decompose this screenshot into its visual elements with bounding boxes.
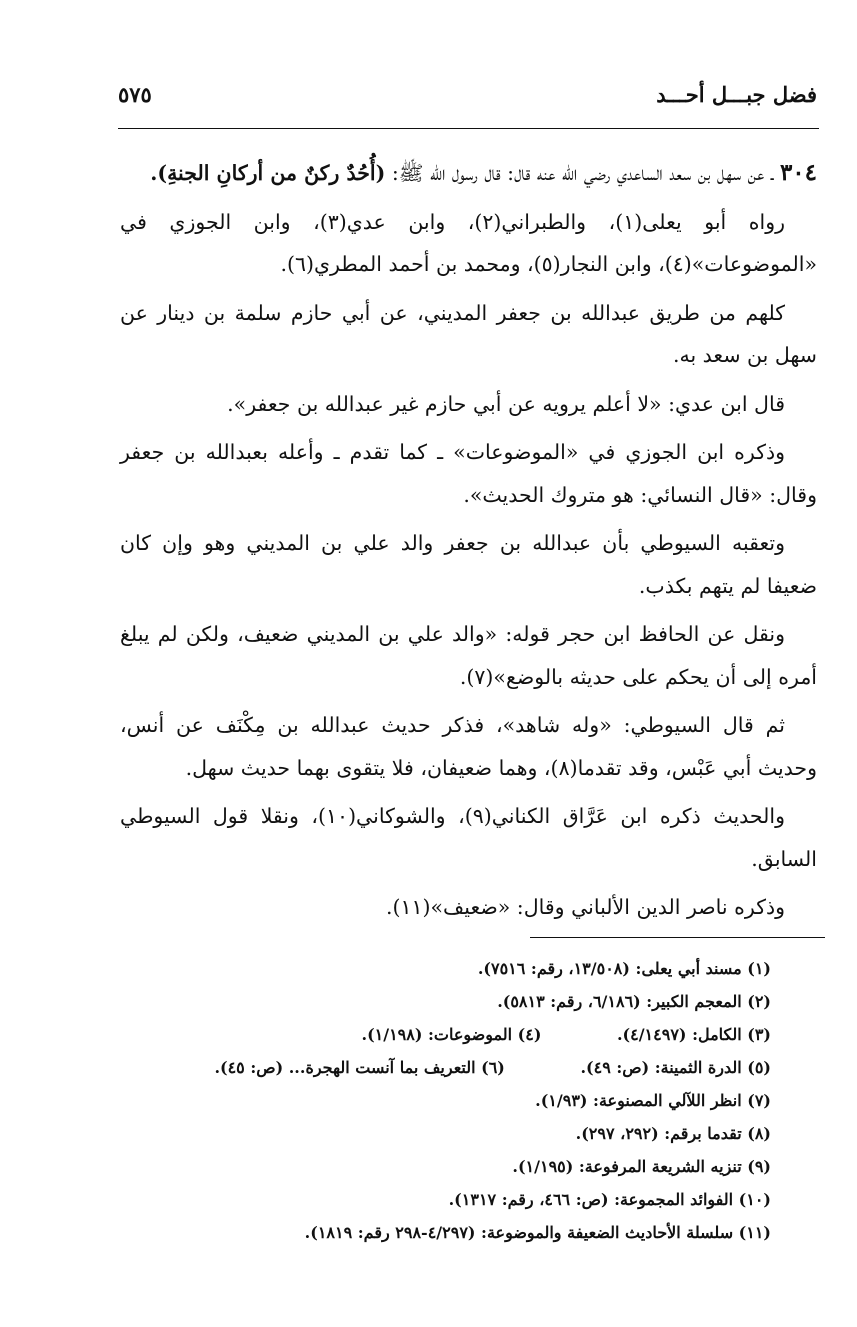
paragraph: ونقل عن الحافظ ابن حجر قوله: «والد علي بن المديني ضعيف، ولكن لم يبلغ أمره إلى أن يحكم على حديثه بالوضع»(٧). <box>120 622 817 689</box>
hadith-paragraph <box>120 152 817 195</box>
paragraph: كلهم من طريق عبدالله بن جعفر المديني، عن أبي حازم سلمة بن دينار عن سهل بن سعد به. <box>120 300 817 367</box>
paragraph: وذكره ناصر الدين الألباني وقال: «ضعيف»(١١). <box>385 895 785 919</box>
paragraph: ثم قال السيوطي: «وله شاهد»، فذكر حديث عبدالله بن مِكْنَف عن أنس، وحديث أبي عَبْس، وقد تقدما(٨)، وهما ضعيفان، فلا يتقوى بهما حديث سهل. <box>120 713 817 780</box>
page-number: ٥٧٥ <box>118 82 152 107</box>
footnotes <box>120 952 771 1249</box>
footnote-divider <box>530 937 825 938</box>
footnote: (٩) تنزيه الشريعة المرفوعة: (١/١٩٥). <box>512 1157 771 1176</box>
paragraph: والحديث ذكره ابن عَرَّاق الكناني(٩)، والشوكاني(١٠)، ونقلا قول السيوطي السابق. <box>120 804 817 871</box>
footnote: (١٠) الفوائد المجموعة: (ص: ٤٦٦، رقم: ١٣١٧). <box>448 1190 771 1209</box>
paragraph: رواه أبو يعلى(١)، والطبراني(٢)، وابن عدي(٣)، وابن الجوزي في «الموضوعات»(٤)، وابن النجار(٥)، ومحمد بن أحمد المطري(٦). <box>120 209 817 276</box>
footnote: (٧) انظر اللآلي المصنوعة: (١/٩٣). <box>535 1091 771 1110</box>
paragraph: قال ابن عدي: «لا أعلم يرويه عن أبي حازم غير عبدالله بن جعفر». <box>227 391 785 416</box>
footnote: (٤) الموضوعات: (١/١٩٨). <box>361 1025 542 1044</box>
paragraph: وذكره ابن الجوزي في «الموضوعات» ـ كما تقدم ـ وأعله بعبدالله بن جعفر وقال: «قال النسائي: هو متروك الحديث». <box>120 440 817 507</box>
chapter-title: فضل جبـــل أحـــد <box>656 82 817 107</box>
footnote: (٢) المعجم الكبير: (٦/١٨٦، رقم: ٥٨١٣). <box>497 992 771 1011</box>
footnote-row <box>120 1018 771 1051</box>
footnote: (١١) سلسلة الأحاديث الضعيفة والموضوعة: (٤/٢٩٧-٢٩٨ رقم: ١٨١٩). <box>304 1223 771 1242</box>
footnote: (٨) تقدما برقم: (٢٩٢، ٢٩٧). <box>575 1124 771 1143</box>
footnote: (١) مسند أبي يعلى: (١٣/٥٠٨، رقم: ٧٥١٦). <box>477 959 771 978</box>
hadith-text: (أُحُدٌ ركنٌ من أركانِ الجنةِ). <box>150 161 386 185</box>
running-header <box>118 82 817 116</box>
hadith-intro: ـ عن سهل بن سعد الساعدي رضي الله عنه قال: قال رسول الله ﷺ: <box>391 161 774 185</box>
footnote: (٥) الدرة الثمينة: (ص: ٤٩). <box>580 1058 771 1077</box>
main-text <box>120 152 817 935</box>
paragraph: وتعقبه السيوطي بأن عبدالله بن جعفر والد علي بن المديني وهو وإن كان ضعيفا لم يتهم بكذب. <box>120 531 817 598</box>
footnote-row <box>120 1051 771 1084</box>
footnote: (٦) التعريف بما آنست الهجرة... (ص: ٤٥). <box>214 1058 505 1077</box>
header-divider <box>118 128 819 129</box>
footnote: (٣) الكامل: (٤/١٤٩٧). <box>616 1025 771 1044</box>
hadith-number: ٣٠٤ <box>779 159 817 186</box>
